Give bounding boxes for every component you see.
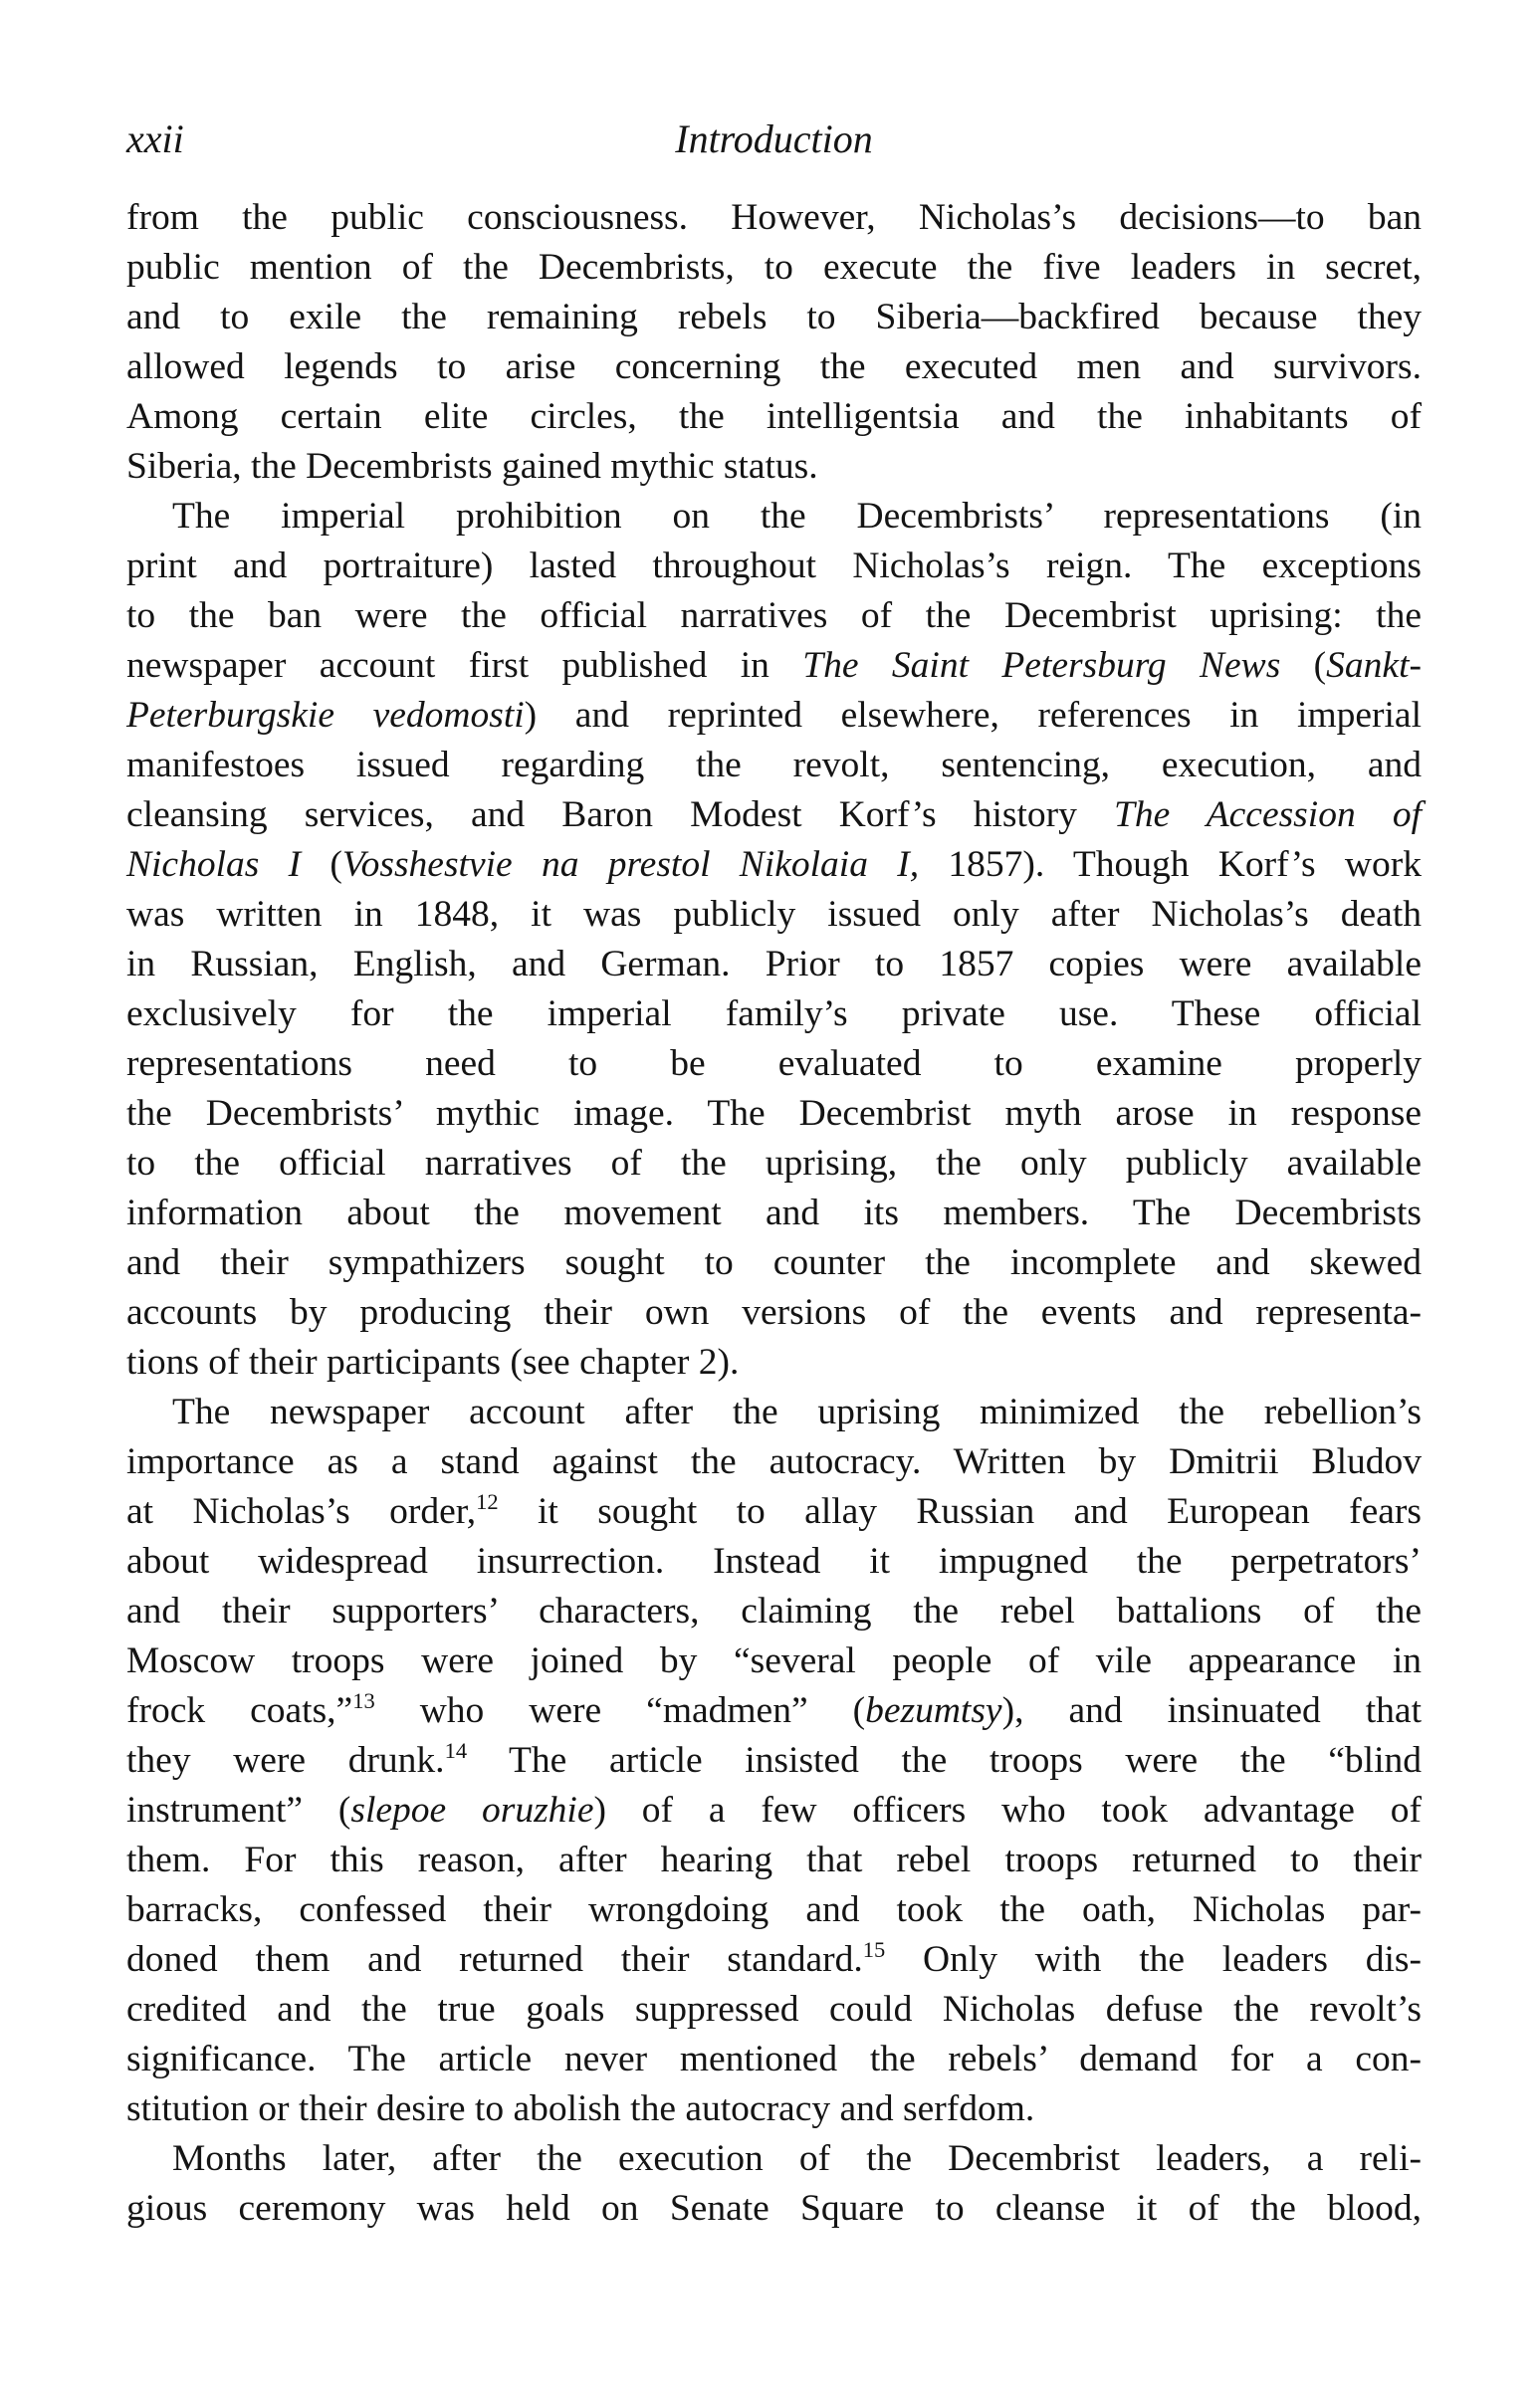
italic-term: slepoe oruzhie xyxy=(350,1790,594,1831)
text-line: stitution or their desire to abolish the autocracy and serfdom. xyxy=(126,2088,1035,2129)
text-line: accounts by producing their own versions of the events and representa- xyxy=(126,1292,1422,1333)
footnote-ref[interactable]: 13 xyxy=(352,1688,375,1714)
text-line: from the public consciousness. However, Nicholas’s decisions—to ban xyxy=(126,197,1422,238)
text-line: to the official narratives of the uprising, the only publicly available xyxy=(126,1143,1422,1184)
text-line: was written in 1848, it was publicly issued only after Nicholas’s death xyxy=(126,894,1422,935)
text-line: gious ceremony was held on Senate Square to cleanse it of the blood, xyxy=(126,2188,1422,2229)
italic-term: The Accession of xyxy=(1114,794,1422,835)
text-line: Peterburgskie vedomosti) and reprinted elsewhere, references in imperial xyxy=(126,695,1422,736)
text-line: they were drunk.$^{14}$ The article insisted the troops were the “blind xyxy=(126,1738,1422,1781)
italic-term: bezumtsy xyxy=(865,1690,1002,1731)
text-line: significance. The article never mentioned the rebels’ demand for a con- xyxy=(126,2039,1422,2079)
text-line: at Nicholas’s order,$^{12}$ it sought to allay Russian and European fears xyxy=(126,1489,1423,1532)
text-line: and their sympathizers sought to counter the incomplete and skewed xyxy=(126,1242,1422,1283)
text-line: manifestoes issued regarding the revolt, sentencing, execution, and xyxy=(126,745,1422,785)
italic-term: Sankt- xyxy=(1326,645,1422,686)
paragraph xyxy=(126,492,1422,1388)
running-title: Introduction xyxy=(675,116,873,161)
text-line: public mention of the Decembrists, to execute the five leaders in secret, xyxy=(126,247,1422,288)
text-line: tions of their participants (see chapter 2). xyxy=(126,1342,740,1383)
text-line: Months later, after the execution of the Decembrist leaders, a reli- xyxy=(172,2138,1422,2179)
text-line: in Russian, English, and German. Prior to 1857 copies were available xyxy=(126,944,1422,984)
paragraph xyxy=(126,2134,1422,2234)
italic-term: The Saint Petersburg News xyxy=(802,645,1281,686)
italic-term: Nicholas I xyxy=(126,844,302,885)
text-line: cleansing services, and Baron Modest Korf’s history The Accession of xyxy=(126,794,1422,835)
text-line: and to exile the remaining rebels to Siberia—backfired because they xyxy=(126,297,1422,337)
text-line: them. For this reason, after hearing that rebel troops returned to their xyxy=(126,1840,1422,1880)
text-line: Among certain elite circles, the intelligentsia and the inhabitants of xyxy=(126,396,1422,437)
footnote-ref[interactable]: 15 xyxy=(862,1937,886,1963)
text-line: and their supporters’ characters, claiming the rebel battalions of the xyxy=(126,1591,1422,1632)
italic-term: Vosshestvie na prestol Nikolaia I, xyxy=(341,844,920,885)
text-line: representations need to be evaluated to examine properly xyxy=(126,1043,1422,1084)
text-line: doned them and returned their standard.$^{15}$ Only with the leaders dis- xyxy=(126,1937,1423,1980)
text-line: the Decembrists’ mythic image. The Decembrist myth arose in response xyxy=(126,1093,1422,1134)
text-line: barracks, confessed their wrongdoing and took the oath, Nicholas par- xyxy=(126,1889,1422,1930)
footnote-ref[interactable]: 12 xyxy=(476,1489,499,1515)
text-line: to the ban were the official narratives of the Decembrist uprising: the xyxy=(126,595,1422,636)
text-line: print and portraiture) lasted throughout Nicholas’s reign. The exceptions xyxy=(126,545,1422,586)
body-text xyxy=(126,193,1422,2234)
text-line: frock coats,”$^{13}$ who were “madmen” (bezumtsy), and insinuated that xyxy=(126,1688,1422,1731)
paragraph xyxy=(126,193,1422,492)
paragraph xyxy=(126,1388,1422,2134)
text-line: information about the movement and its members. The Decembrists xyxy=(126,1193,1422,1233)
text-line: Nicholas I (Vosshestvie na prestol Nikolaia I, 1857). Though Korf’s work xyxy=(126,844,1422,885)
text-line: Siberia, the Decembrists gained mythic status. xyxy=(126,446,818,487)
text-line: importance as a stand against the autocracy. Written by Dmitrii Bludov xyxy=(126,1441,1422,1482)
footnote-ref[interactable]: 14 xyxy=(444,1738,468,1764)
page-number: xxii xyxy=(126,116,184,161)
text-line: instrument” (slepoe oruzhie) of a few officers who took advantage of xyxy=(126,1790,1422,1831)
italic-term: Peterburgskie vedomosti xyxy=(126,695,525,736)
text-line: Moscow troops were joined by “several people of vile appearance in xyxy=(126,1640,1422,1681)
text-line: about widespread insurrection. Instead it impugned the perpetrators’ xyxy=(126,1541,1422,1582)
text-line: exclusively for the imperial family’s private use. These official xyxy=(126,993,1422,1034)
text-line: The newspaper account after the uprising minimized the rebellion’s xyxy=(172,1392,1422,1432)
text-line: newspaper account first published in The Saint Petersburg News (Sankt- xyxy=(126,645,1422,686)
text-line: credited and the true goals suppressed could Nicholas defuse the revolt’s xyxy=(126,1989,1422,2030)
text-line: The imperial prohibition on the Decembrists’ representations (in xyxy=(172,496,1422,537)
running-head xyxy=(126,116,1422,162)
text-line: allowed legends to arise concerning the executed men and survivors. xyxy=(126,346,1422,387)
